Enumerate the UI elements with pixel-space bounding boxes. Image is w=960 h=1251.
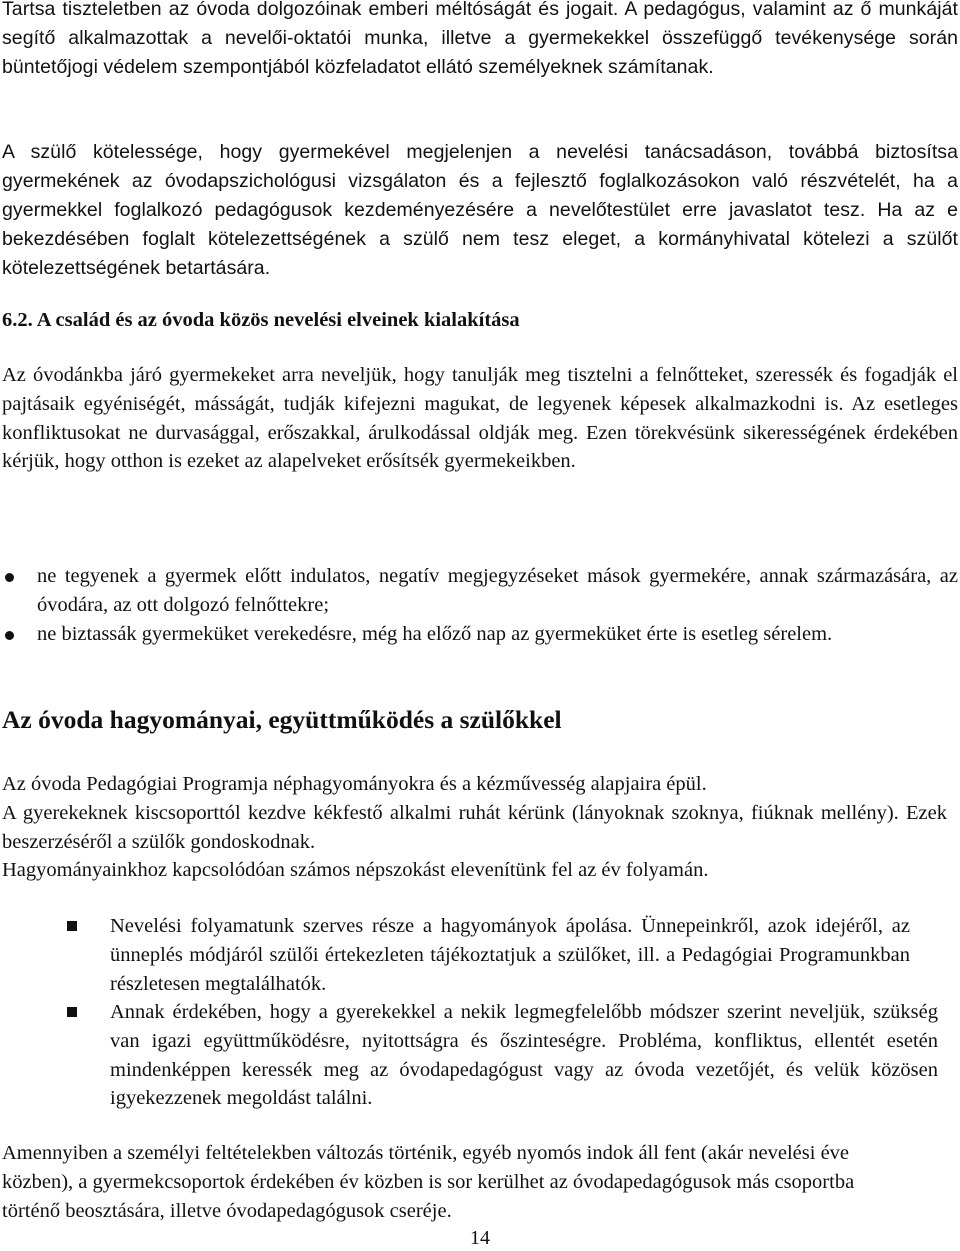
- paragraph-staff-dignity: Tartsa tiszteletben az óvoda dolgozóinak emberi méltóságát és jogait. A pedagógus, valamint az ő munkáját segítő alkalmazottak a nevelői-oktatói munka, illetve a gyermekekkel összefüggő tevékenysége során büntetőjogi védelem szempontjából közfeladatot ellátó személyeknek számítanak.: [2, 0, 958, 78]
- section-heading-6-2: 6.2. A család és az óvoda közös nevelési elveinek kialakítása: [2, 309, 520, 331]
- bullet-dot-icon: [5, 631, 14, 640]
- paragraph-folk-customs: Hagyományainkhoz kapcsolódóan számos népszokást elevenítünk fel az év folyamán.: [2, 859, 709, 881]
- bullet-square-icon: [67, 1007, 77, 1017]
- paragraph-education-principles: Az óvodánkba járó gyermekeket arra neveljük, hogy tanulják meg tisztelni a felnőtteket, szeressék és fogadják el pajtásaik egyéniségét, másságát, tudják kifejezni magukat, de legyenek képesek alkalmazkodni is. Az esetleges konfliktusokat ne durvasággal, erőszakkal, árulkodással oldják meg. Ezen törekvésünk sikerességének érdekében kérjük, hogy otthon is ezeket az alapelveket erősítsék gyermekeikben.: [2, 364, 958, 473]
- bullet-square-icon: [67, 921, 77, 931]
- bullet-dot-icon: [5, 573, 14, 582]
- section-heading-traditions: Az óvoda hagyományai, együttműködés a szülőkkel: [2, 705, 562, 734]
- paragraph-staff-changes: Amennyiben a személyi feltételekben változás történik, egyéb nyomós indok áll fent (akár nevelési éve közben), a gyermekcsoportok érdekében év közben is sor kerülhet az óvodapedagógusok más csoportba történő beosztására, illetve óvodapedagógusok cseréje.: [2, 1142, 855, 1222]
- list-item-text: ne tegyenek a gyermek előtt indulatos, negatív megjegyzéseket mások gyermekére, annak származására, az óvodára, az ott dolgozó felnőttekre;: [37, 565, 958, 616]
- list-item-text: Nevelési folyamatunk szerves része a hagyományok ápolása. Ünnepeinkről, azok idejéről, az ünneplés módjáról szülői értekezleten tájékoztatjuk a szülőket, ill. a Pedagógiai Programunkban részletesen megtalálhatók.: [110, 915, 910, 995]
- list-item-text: Annak érdekében, hogy a gyerekekkel a nekik legmegfelelőbb módszer szerint neveljük, szükség van igazi együttműködésre, nyitottságra és őszinteségre. Probléma, konfliktus, ellentét esetén mindenképpen keressék meg az óvodapedagógust vagy az óvoda vezetőjét, és velük közösen igyekezzenek megoldást találni.: [110, 1001, 938, 1110]
- paragraph-costume: A gyerekeknek kiscsoporttól kezdve kékfestő alkalmi ruhát kérünk (lányoknak szoknya, fiúknak mellény). Ezek beszerzéséről a szülők gondoskodnak.: [2, 802, 947, 853]
- paragraph-program-line: Az óvoda Pedagógiai Programja néphagyományokra és a kézművesség alapjaira épül.: [2, 773, 707, 795]
- paragraph-parent-duty: A szülő kötelessége, hogy gyermekével megjelenjen a nevelési tanácsadáson, továbbá biztosítsa gyermekének az óvodapszichológusi vizsgálaton és a fejlesztő foglalkozásokon való részvételét, ha a gyermekkel foglalkozó pedagógusok kezdeményezésére a nevelőtestület erre javaslatot tesz. Ha az e bekezdésében foglalt kötelezettségének a szülő nem tesz eleget, a kormányhivatal kötelezi a szülőt kötelezettségének betartására.: [2, 141, 958, 279]
- page-number: 14: [470, 1227, 490, 1249]
- list-item-text: ne biztassák gyermeküket verekedésre, még ha előző nap az gyermeküket érte is esetleg sérelem.: [37, 623, 833, 645]
